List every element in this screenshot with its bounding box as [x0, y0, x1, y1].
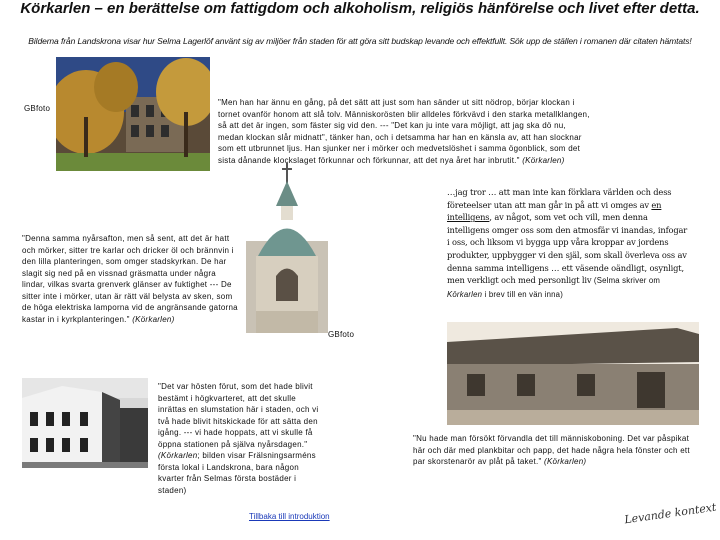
- quote-2-source-pre: (Selma skriver om: [593, 276, 661, 286]
- quote-2: [447, 186, 692, 301]
- quote-2-source-ital: Körkarlen: [447, 289, 483, 299]
- quote-4-source-post: ; bilden visar Frälsningsarméns första lokal i Landskrona, bara någon kvarter från Selmas första bostäder i staden): [158, 451, 316, 495]
- photo-old-building: [22, 378, 148, 468]
- photo-trees: [56, 57, 210, 171]
- quote-1-text: "Men han har ännu en gång, på det sätt att just som han sänder ut sitt nödrop, börjar klockan i tornet ovanför honom att slå tolv. Människorösten blir alldeles förkvävd i den starka metallklangen, så att det är ingen, som fäster sig vid den. --- "Det kan ju inte vara möjligt, att jag ska dö nu, medan klockan slår midnatt", tänker han, och i detsamma har han en känsla av, att han slocknar som ett utbrunnet ljus. Han sjunker ner i mörker och medvetslöshet i samma ögonblick, som det sista dånande klockslaget förkunnar och förkunnar, att det nya året har inbrutit.": [218, 98, 590, 165]
- quote-5-text: "Nu hade man försökt förvandla det till människoboning. Det var påspikat här och där med plankbitar och papp, det hade några hela fönster och ett par skorstenarör av plåt på taket.": [413, 434, 690, 466]
- quote-4: [158, 381, 326, 496]
- levande-kontext-logo: Levande kontext: [623, 500, 718, 527]
- photo-caption-1: GBfoto: [24, 104, 51, 113]
- quote-5-source: (Körkarlen): [544, 457, 587, 466]
- quote-4-source-ital: (Körkarlen: [158, 451, 198, 460]
- quote-2-text-pre: …jag tror … att man inte kan förklara världen och dess företeelser utan att man går in på att vi omges av: [447, 187, 672, 210]
- photo-church-tower: [246, 161, 328, 333]
- quote-3: [22, 233, 240, 325]
- quote-5: [413, 433, 693, 468]
- intro-text: Bilderna från Landskrona visar hur Selma Lagerlöf använt sig av miljöer från staden för att göra sitt budskap levande och effektfullt. Sök upp de ställen i romanen där citaten hämtats!: [28, 36, 692, 46]
- quote-2-text-post: , av något, som vet och vill, men denna intelligens omger oss som den atmosfär vi inandas, infogar i oss, och liksom vi bygga upp våra kroppar av jordens produkter, uppbygger vi den själ, som skall överleva oss av denna samma intelligens … ett väsende oändligt, osynligt, men verkligt och med personligt liv: [447, 212, 688, 286]
- photo-caption-2: GBfoto: [328, 330, 355, 339]
- quote-3-source: (Körkarlen): [132, 314, 175, 324]
- quote-1: [218, 97, 590, 166]
- back-to-intro-link[interactable]: Tillbaka till introduktion: [249, 512, 330, 521]
- quote-2-link: en intelligens: [447, 199, 662, 223]
- quote-2-source-post: i brev till en vän inna): [482, 289, 564, 299]
- page-title: Körkarlen – en berättelse om fattigdom och alkoholism, religiös hänförelse och livet efter detta.: [20, 0, 700, 17]
- photo-shack: [447, 322, 699, 425]
- quote-1-source: (Körkarlen): [522, 155, 565, 165]
- quote-4-text: "Det var hösten förut, som det hade blivit bestämt i högkvarteret, att det skulle inrättas en slumstation här i staden, och vi två hade blivit hitskickade för att sätta den igång. --- vi hade hoppats, att vi skulle få öppna stationen på själva nyårsdagen.": [158, 382, 319, 449]
- quote-3-text: "Denna samma nyårsafton, men så sent, att det är hatt och mörker, sitter tre karlar och dricker öl och brännvin i den lilla planteringen, som omger stadskyrkan. De har slagit sig ned på en vissnad gräsmatta under några lindar, vilkas svarta grenverk glänser av fuktighet --- De sitter inte i mörker, utan är rätt väl belysta av sken, som de höga elektriska lamporna vid de angränsande gatorna kastar in i kyrkplanteringen.": [22, 234, 238, 324]
